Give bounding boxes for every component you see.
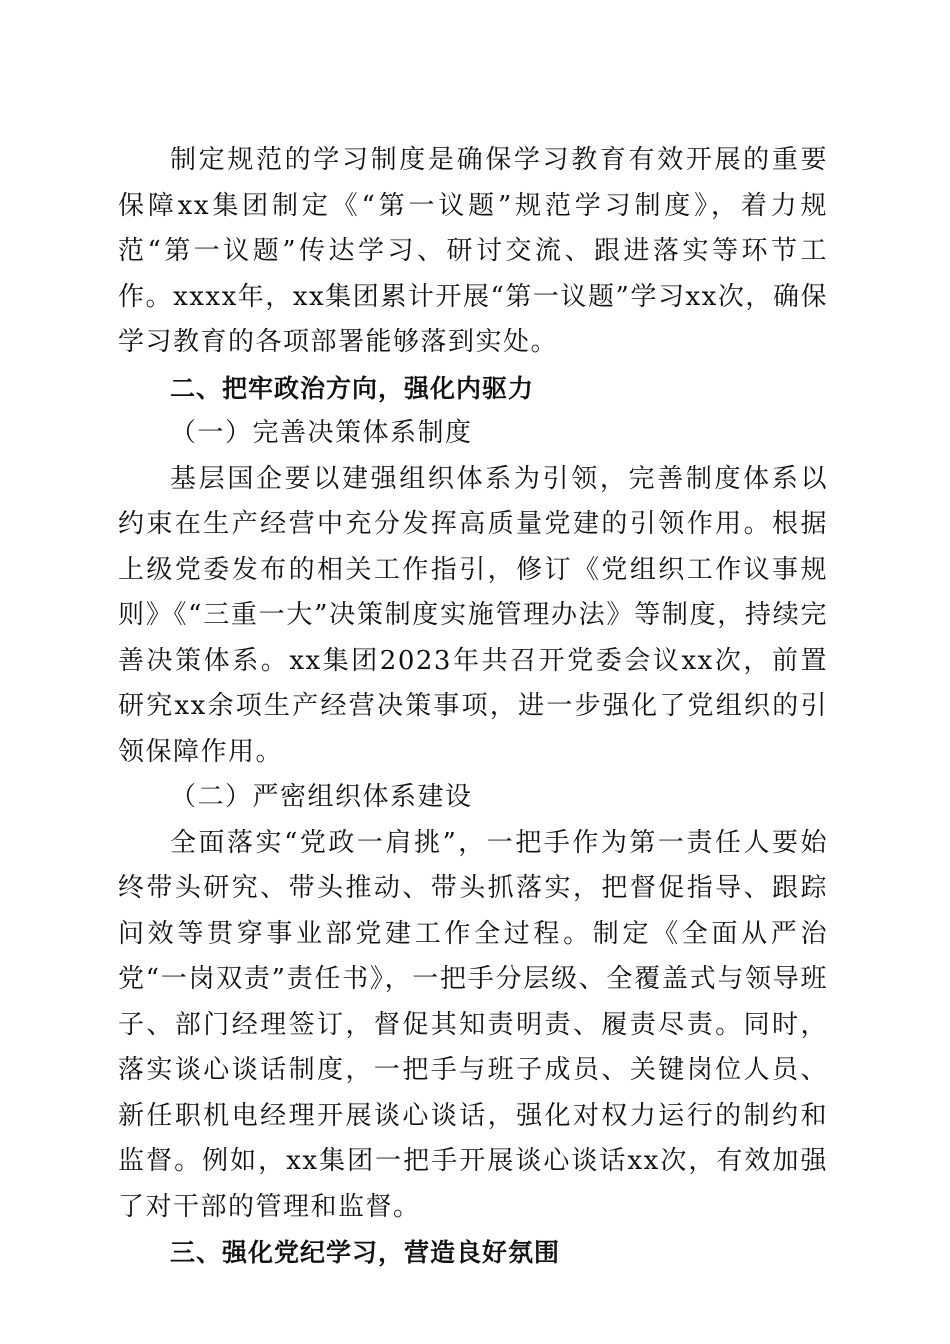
document-body [118,138,828,1276]
subsection-heading-2-1: （一）完善决策体系制度 [170,418,473,448]
section-heading-2: 二、把牢政治方向，强化内驱力 [170,373,535,403]
paragraph-decision-system: 基层国企要以建强组织体系为引领，完善制度体系以约束在生产经营中充分发挥高质量党建的引领作用。根据上级党委发布的相关工作指引，修订《党组织工作议事规则》《“三重一大”决策制度实施管理办法》等制度，持续完善决策体系。xx集团2023年共召开党委会议xx次，前置研究xx余项生产经营决策事项，进一步强化了党组织的引领保障作用。 [118,463,828,767]
subsection-heading-2-2: （二）严密组织体系建设 [170,782,473,812]
section-heading-3: 三、强化党纪学习，营造良好氛围 [170,1238,561,1267]
paragraph-study-system: 制定规范的学习制度是确保学习教育有效开展的重要保障xx集团制定《“第一议题”规范学习制度》，着力规范“第一议题”传达学习、研讨交流、跟进落实等环节工作。xxxx年，xx集团累计开展“第一议题”学习xx次，确保学习教育的各项部署能够落到实处。 [118,145,828,357]
paragraph-organization-system: 全面落实“党政一肩挑”，一把手作为第一责任人要始终带头研究、带头推动、带头抓落实，把督促指导、跟踪问效等贯穿事业部党建工作全过程。制定《全面从严治党“一岗双责”责任书》，一把手分层级、全覆盖式与领导班子、部门经理签订，督促其知责明责、履责尽责。同时，落实谈心谈话制度，一把手与班子成员、关键岗位人员、新任职机电经理开展谈心谈话，强化对权力运行的制约和监督。例如，xx集团一把手开展谈心谈话xx次，有效加强了对干部的管理和监督。 [118,827,828,1222]
